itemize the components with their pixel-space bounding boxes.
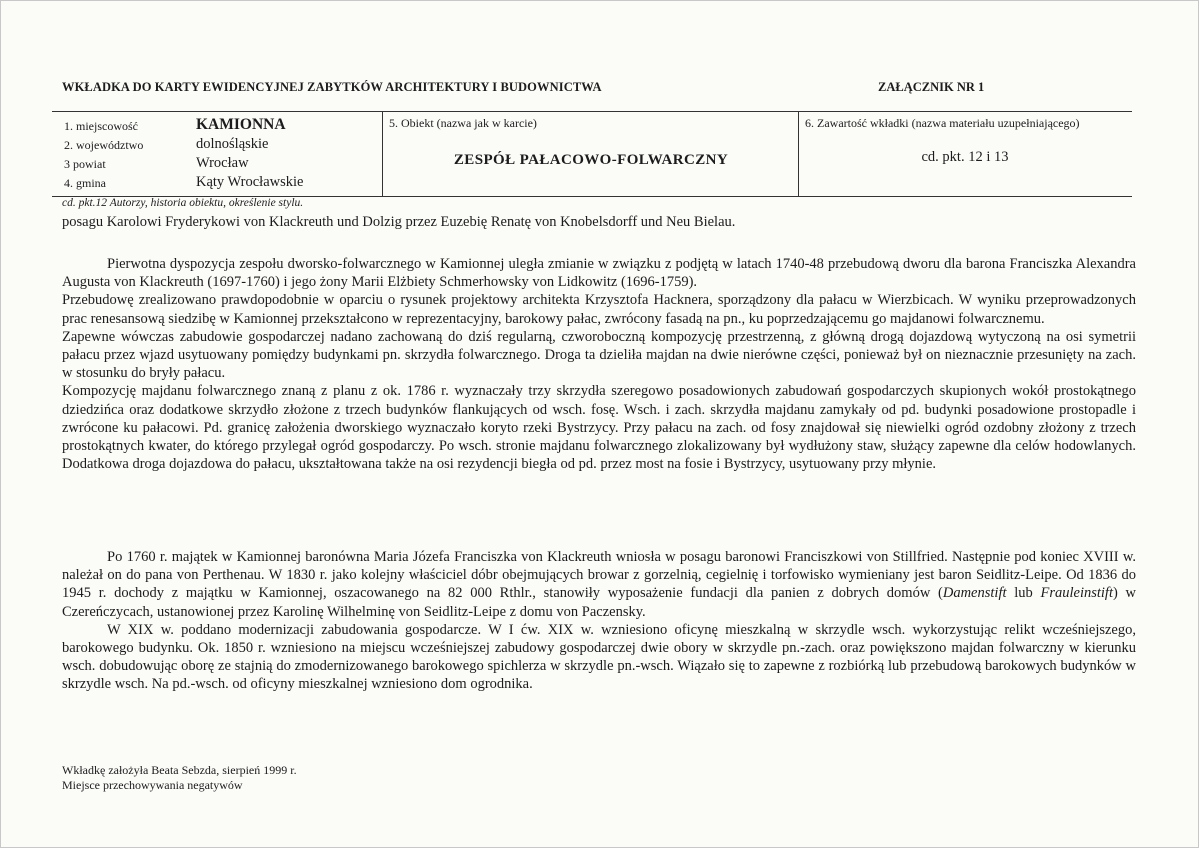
paragraph bbox=[62, 548, 1136, 621]
voivodeship-row bbox=[52, 136, 382, 156]
paragraph: Pierwotna dyspozycja zespołu dworsko-folwarcznego w Kamionnej uległa zmianie w związku z podjętą w latach 1740-48 przebudową dworu dla barona Franciszka Alexandra Augusta von Klackreuth (1697-1760) i jego żony Marii Elżbiety Schmerhowsky von Lidkowitz (1696-1759). bbox=[62, 256, 1136, 291]
footer bbox=[62, 763, 297, 793]
info-table bbox=[52, 112, 1130, 196]
commune-row bbox=[52, 174, 382, 194]
locality-row bbox=[52, 117, 382, 137]
document-title: WKŁADKA DO KARTY EWIDENCYJNEJ ZABYTKÓW ARCHITEKTURY I BUDOWNICTWA bbox=[62, 80, 602, 94]
paragraph: Zapewne wówczas zabudowie gospodarczej nadano zachowaną do dziś regularną, czworoboczną kompozycję przestrzenną, z główną drogą dojazdową wytyczoną na osi symetrii pałacu przez wjazd usytuowany pomiędzy budynkami pn. skrzydła folwarcznego. Droga ta dzieliła majdan na dwie nierówne części, ponieważ był on nieznacznie przesunięty na zach. w stosunku do bryły pałacu. bbox=[62, 328, 1136, 382]
voivodeship-label: 2. województwo bbox=[64, 138, 144, 152]
continued-line: posagu Karolowi Fryderykowi von Klackreuth und Dolzig przez Euzebię Renatę von Knobelsdorff und Neu Bielau. bbox=[62, 214, 736, 230]
annex-number: ZAŁĄCZNIK NR 1 bbox=[878, 80, 985, 94]
history-section-1 bbox=[62, 255, 1136, 473]
object-cell bbox=[382, 112, 799, 196]
county-value: Wrocław bbox=[196, 155, 249, 171]
text-run: lub bbox=[1006, 585, 1041, 602]
contents-value: cd. pkt. 12 i 13 bbox=[921, 149, 1009, 165]
italic-term: Frauleinstift bbox=[1040, 585, 1113, 602]
text-run: ) w Czereńczycach, ustanowionej przez Karolinę Wilhelminę von Seidlitz-Leipe z domu von Paczensky. bbox=[62, 585, 1137, 620]
locality-label: 1. miejscowość bbox=[64, 119, 138, 133]
paragraph: Przebudowę zrealizowano prawdopodobnie w oparciu o rysunek projektowy architekta Krzysztofa Hacknera, sporządzony dla pałacu w Wierzbicach. W wyniku przeprowadzonych prac renesansową siedzibę w Kamionnej przekształcono w reprezentacyjny, barokowy pałac, zwrócony fasadą na pn., ku poprzedzającemu go majdanowi folwarcznemu. bbox=[62, 292, 1136, 327]
commune-label: 4. gmina bbox=[64, 176, 106, 190]
location-cell bbox=[52, 112, 382, 196]
object-label: 5. Obiekt (nazwa jak w karcie) bbox=[389, 116, 537, 130]
text-run: Po 1760 r. majątek w Kamionnej baronówna Maria Józefa Franciszka von Klackreuth wniosła w posagu baronowi Franciszkowi von Stillfried. Następnie pod koniec XVIII w. należał on do pana von Perthenau. W 1830 r. jako kolejny właściciel dóbr obejmujących browar z gorzelnią, cegielnię i torfowisko wymieniany jest baron Seidlitz-Leipe. Od 1836 do 1945 r. dochody z majątku w Kamionnej, oszacowanego na 82 000 Rthlr., stanowiły wyposażenie fundacji dla panien z dobrych domów ( bbox=[62, 549, 1136, 602]
negatives-location-line: Miejsce przechowywania negatywów bbox=[62, 778, 243, 792]
author-line: Wkładkę założyła Beata Sebzda, sierpień 1999 r. bbox=[62, 763, 297, 777]
italic-term: Damenstift bbox=[942, 585, 1007, 602]
paragraph: W XIX w. poddano modernizacji zabudowania gospodarcze. W I ćw. XIX w. wzniesiono oficynę mieszkalną w skrzydle wsch. wykorzystując relikt wcześniejszego, barokowego budynku. Ok. 1850 r. wzniesiono na miejscu wcześniejszej zabudowy gospodarczej dwie obory w skrzydle pn.-zach. oraz powiększono majdan folwarczny w kierunku wsch. dobudowując oborę ze stajnią do zmodernizowanego barokowego spichlerza w skrzydle pn.-wsch. Wiązało się to zapewne z rozbiórką lub przebudową barokowych budynków w skrzydle wsch. Na pd.-wsch. od oficyny mieszkalnej wzniesiono dom ogrodnika. bbox=[62, 621, 1136, 693]
county-label: 3 powiat bbox=[64, 157, 106, 171]
county-row bbox=[52, 155, 382, 175]
paragraph: Kompozycję majdanu folwarcznego znaną z planu z ok. 1786 r. wyznaczały trzy skrzydła szeregowo posadowionych zabudowań gospodarczych skupionych wokół prostokątnego dziedzińca oraz dodatkowe skrzydło złożone z trzech budynków flankujących od wsch. fosę. Wsch. i zach. skrzydła majdanu zamykały od pd. budynki posadowione prostopadle i zwrócone ku pałacowi. Pd. granicę założenia dworskiego wyznaczało koryto rzeki Bystrzycy. Przy pałacu na zach. od fosy znajdował się niewielki ogród ozdobny złożony z trzech prostokątnych kwater, do którego przylegał ogród gospodarczy. Po wsch. stronie majdanu folwarcznego zlokalizowany był wydłużony staw, służący zapewne dla celów hodowlanych. Dodatkowa droga dojazdowa do pałacu, ukształtowana także na osi rezydencji biegła od pd. przez most na fosie i Bystrzycy, usytuowany przy młynie. bbox=[62, 383, 1136, 473]
commune-value: Kąty Wrocławskie bbox=[196, 174, 304, 190]
voivodeship-value: dolnośląskie bbox=[196, 136, 269, 152]
continuation-note: cd. pkt.12 Autorzy, historia obiektu, określenie stylu. bbox=[62, 197, 304, 209]
history-section-2 bbox=[62, 548, 1136, 694]
object-value: ZESPÓŁ PAŁACOWO-FOLWARCZNY bbox=[453, 152, 729, 168]
locality-value: KAMIONNA bbox=[196, 116, 286, 133]
contents-cell bbox=[798, 112, 1131, 196]
contents-label: 6. Zawartość wkładki (nazwa materiału uzupełniającego) bbox=[805, 116, 1080, 130]
